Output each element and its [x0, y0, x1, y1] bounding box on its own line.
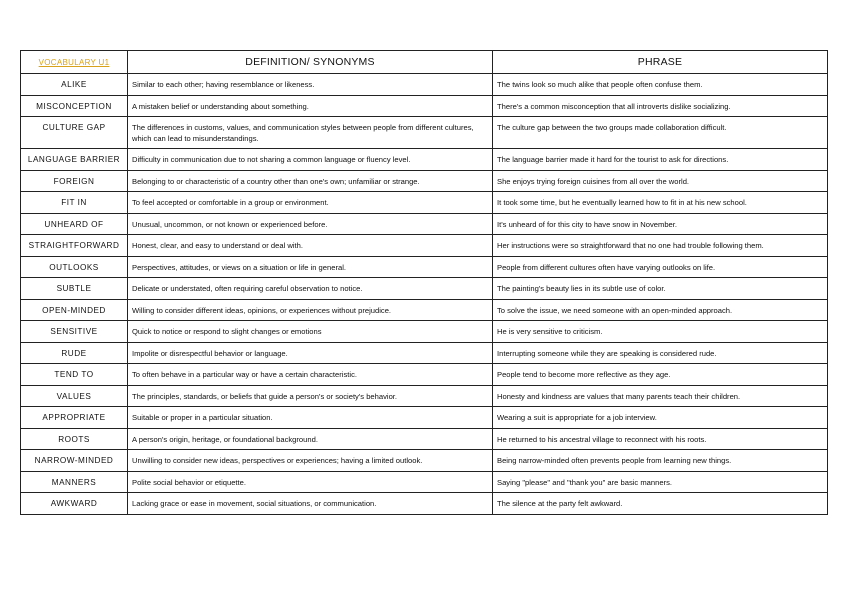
vocab-phrase: The language barrier made it hard for the tourist to ask for directions. [493, 149, 828, 171]
vocab-word: CULTURE GAP [21, 117, 128, 149]
vocab-phrase: The culture gap between the two groups made collaboration difficult. [493, 117, 828, 149]
vocab-definition: Belonging to or characteristic of a country other than one's own; unfamiliar or strange. [128, 170, 493, 192]
table-row [21, 364, 828, 386]
vocab-word: MISCONCEPTION [21, 95, 128, 117]
vocab-phrase: Saying "please" and "thank you" are basic manners. [493, 471, 828, 493]
vocab-definition: Polite social behavior or etiquette. [128, 471, 493, 493]
table-row [21, 407, 828, 429]
phrase-column-header: PHRASE [493, 51, 828, 74]
vocab-word: VALUES [21, 385, 128, 407]
vocab-phrase: People tend to become more reflective as they age. [493, 364, 828, 386]
vocab-definition: Unusual, uncommon, or not known or experienced before. [128, 213, 493, 235]
table-row [21, 299, 828, 321]
vocab-definition: Difficulty in communication due to not sharing a common language or fluency level. [128, 149, 493, 171]
table-row [21, 278, 828, 300]
vocab-word: FOREIGN [21, 170, 128, 192]
vocab-definition: To feel accepted or comfortable in a group or environment. [128, 192, 493, 214]
table-row [21, 256, 828, 278]
vocab-phrase: Wearing a suit is appropriate for a job interview. [493, 407, 828, 429]
vocabulary-table [20, 50, 828, 515]
vocab-word: ROOTS [21, 428, 128, 450]
vocab-phrase: He returned to his ancestral village to reconnect with his roots. [493, 428, 828, 450]
vocab-word: ALIKE [21, 74, 128, 96]
table-row [21, 117, 828, 149]
vocab-definition: Unwilling to consider new ideas, perspectives or experiences; having a limited outlook. [128, 450, 493, 472]
vocab-word: MANNERS [21, 471, 128, 493]
table-row [21, 493, 828, 515]
table-row [21, 428, 828, 450]
vocab-word: SENSITIVE [21, 321, 128, 343]
vocab-phrase: He is very sensitive to criticism. [493, 321, 828, 343]
table-row [21, 95, 828, 117]
table-row [21, 213, 828, 235]
vocab-definition: Suitable or proper in a particular situation. [128, 407, 493, 429]
vocab-definition: Willing to consider different ideas, opinions, or experiences without prejudice. [128, 299, 493, 321]
vocabulary-title-link[interactable]: VOCABULARY U1 [21, 51, 128, 74]
vocab-phrase: Interrupting someone while they are speaking is considered rude. [493, 342, 828, 364]
vocab-word: FIT IN [21, 192, 128, 214]
vocab-word: RUDE [21, 342, 128, 364]
vocab-phrase: Honesty and kindness are values that many parents teach their children. [493, 385, 828, 407]
vocab-definition: To often behave in a particular way or have a certain characteristic. [128, 364, 493, 386]
table-row [21, 342, 828, 364]
table-row [21, 385, 828, 407]
vocab-definition: Perspectives, attitudes, or views on a situation or life in general. [128, 256, 493, 278]
vocab-definition: A mistaken belief or understanding about something. [128, 95, 493, 117]
vocab-word: OUTLOOKS [21, 256, 128, 278]
table-header-row [21, 51, 828, 74]
table-row [21, 74, 828, 96]
vocab-word: TEND TO [21, 364, 128, 386]
vocab-definition: Impolite or disrespectful behavior or language. [128, 342, 493, 364]
vocab-phrase: The twins look so much alike that people often confuse them. [493, 74, 828, 96]
table-row [21, 321, 828, 343]
vocab-word: SUBTLE [21, 278, 128, 300]
table-row [21, 170, 828, 192]
table-row [21, 149, 828, 171]
vocab-word: UNHEARD OF [21, 213, 128, 235]
table-row [21, 192, 828, 214]
vocab-phrase: It took some time, but he eventually learned how to fit in at his new school. [493, 192, 828, 214]
definition-column-header: DEFINITION/ SYNONYMS [128, 51, 493, 74]
vocab-definition: Delicate or understated, often requiring careful observation to notice. [128, 278, 493, 300]
vocab-definition: Lacking grace or ease in movement, social situations, or communication. [128, 493, 493, 515]
vocab-phrase: The painting's beauty lies in its subtle use of color. [493, 278, 828, 300]
vocab-word: APPROPRIATE [21, 407, 128, 429]
vocab-phrase: Her instructions were so straightforward that no one had trouble following them. [493, 235, 828, 257]
vocab-definition: The differences in customs, values, and communication styles between people from different cultures, which can lead to misunderstandings. [128, 117, 493, 149]
vocab-phrase: It's unheard of for this city to have snow in November. [493, 213, 828, 235]
vocab-phrase: To solve the issue, we need someone with an open-minded approach. [493, 299, 828, 321]
vocab-word: AWKWARD [21, 493, 128, 515]
vocab-definition: Quick to notice or respond to slight changes or emotions [128, 321, 493, 343]
vocab-word: OPEN-MINDED [21, 299, 128, 321]
vocab-definition: Honest, clear, and easy to understand or deal with. [128, 235, 493, 257]
vocab-definition: Similar to each other; having resemblance or likeness. [128, 74, 493, 96]
vocab-phrase: She enjoys trying foreign cuisines from all over the world. [493, 170, 828, 192]
vocab-word: STRAIGHTFORWARD [21, 235, 128, 257]
vocab-word: LANGUAGE BARRIER [21, 149, 128, 171]
table-row [21, 235, 828, 257]
vocab-definition: A person's origin, heritage, or foundational background. [128, 428, 493, 450]
vocab-phrase: The silence at the party felt awkward. [493, 493, 828, 515]
vocab-phrase: Being narrow-minded often prevents people from learning new things. [493, 450, 828, 472]
table-row [21, 471, 828, 493]
vocabulary-sheet [20, 50, 827, 515]
table-row [21, 450, 828, 472]
vocab-definition: The principles, standards, or beliefs that guide a person's or society's behavior. [128, 385, 493, 407]
vocab-phrase: People from different cultures often have varying outlooks on life. [493, 256, 828, 278]
vocab-word: NARROW-MINDED [21, 450, 128, 472]
vocab-phrase: There's a common misconception that all introverts dislike socializing. [493, 95, 828, 117]
